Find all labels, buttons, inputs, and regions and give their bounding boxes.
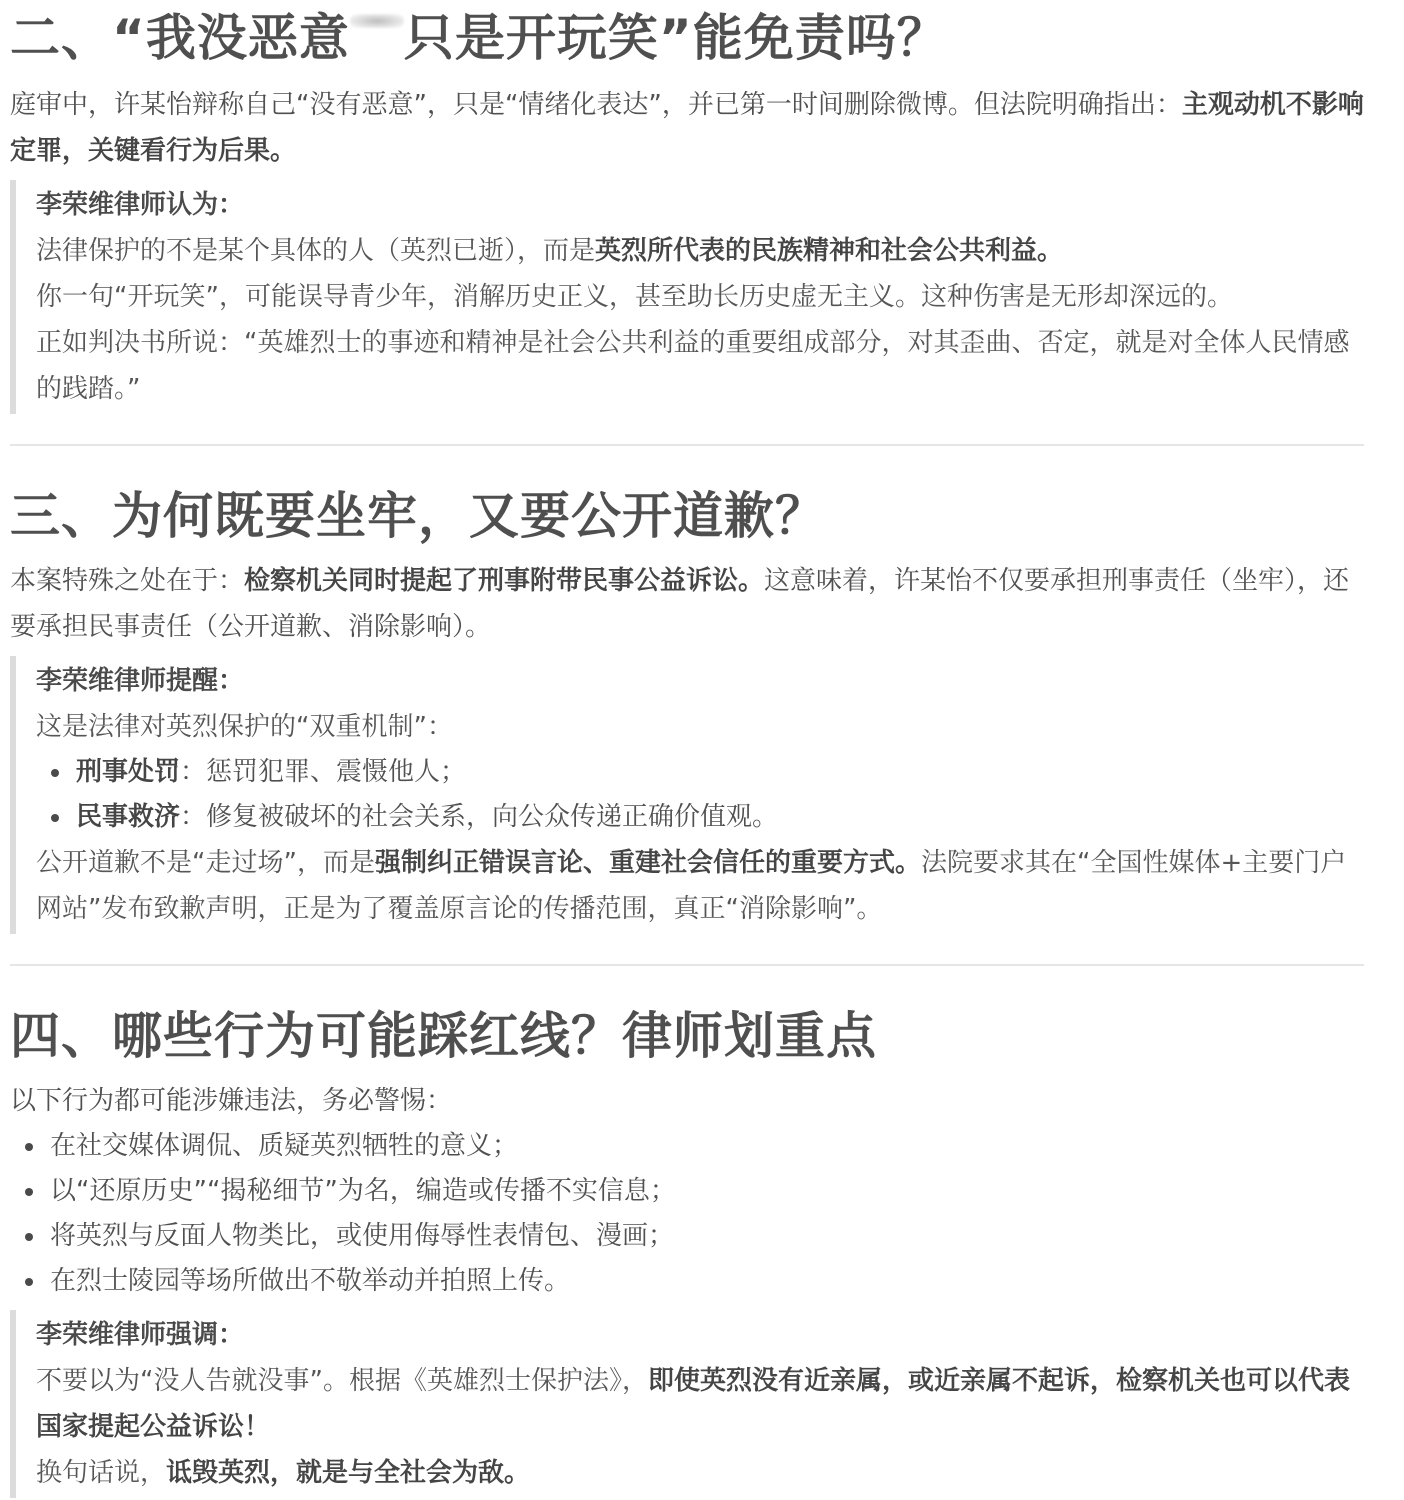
section-heading-4: 四、哪些行为可能踩红线？律师划重点 (10, 1007, 877, 1065)
lawyer-quote-2 (10, 180, 1364, 414)
list-item: 以“还原历史”“揭秘细节”为名，编造或传播不实信息； (10, 1169, 1364, 1214)
quote-line: 这是法律对英烈保护的“双重机制”： (36, 712, 453, 742)
quote-lead: 李荣维律师认为： (36, 190, 245, 220)
quote-lead: 李荣维律师提醒： (36, 666, 245, 696)
red-line-list (10, 1124, 1364, 1304)
lawyer-quote-3 (10, 656, 1364, 934)
section-4-intro: 以下行为都可能涉嫌违法，务必警惕： (10, 1086, 453, 1116)
section-3-intro: 本案特殊之处在于：检察机关同时提起了刑事附带民事公益诉讼。这意味着，许某怡不仅要承担刑事责任（坐牢），还要承担民事责任（公开道歉、消除影响）。 (10, 566, 1350, 642)
divider (10, 964, 1364, 966)
divider (10, 444, 1364, 446)
list-item: 刑事处罚：惩罚犯罪、震慑他人； (36, 750, 1364, 795)
quote-line: 换句话说，诋毁英烈，就是与全社会为敌。 (36, 1458, 531, 1488)
lawyer-quote-4 (10, 1310, 1364, 1498)
list-item: 在社交媒体调侃、质疑英烈牺牲的意义； (10, 1124, 1364, 1169)
list-item: 将英烈与反面人物类比，或使用侮辱性表情包、漫画； (10, 1214, 1364, 1259)
quote-lead: 李荣维律师强调： (36, 1320, 245, 1350)
quote-line: 正如判决书所说：“英雄烈士的事迹和精神是社会公共利益的重要组成部分，对其歪曲、否定，就是对全体人民情感的践踏。” (36, 328, 1350, 404)
list-item: 在烈士陵园等场所做出不敬举动并拍照上传。 (10, 1259, 1364, 1304)
section-2-intro: 庭审中，许某怡辩称自己“没有恶意”，只是“情绪化表达”，并已第一时间删除微博。但法院明确指出：主观动机不影响定罪，关键看行为后果。 (10, 90, 1364, 166)
section-heading-2: 二、“我没恶意 只是开玩笑”能免责吗？ (10, 9, 948, 67)
blurred-text (350, 14, 404, 28)
quote-line: 你一句“开玩笑”，可能误导青少年，消解历史正义，甚至助长历史虚无主义。这种伤害是无形却深远的。 (36, 282, 1233, 312)
quote-line: 不要以为“没人告就没事”。根据《英雄烈士保护法》，即使英烈没有近亲属，或近亲属不起诉，检察机关也可以代表国家提起公益诉讼！ (36, 1366, 1350, 1442)
quote-line: 公开道歉不是“走过场”，而是强制纠正错误言论、重建社会信任的重要方式。法院要求其在“全国性媒体+主要门户网站”发布致歉声明，正是为了覆盖原言论的传播范围，真正“消除影响”。 (36, 848, 1347, 924)
section-heading-3: 三、为何既要坐牢，又要公开道歉？ (10, 487, 826, 545)
quote-line: 法律保护的不是某个具体的人（英烈已逝），而是英烈所代表的民族精神和社会公共利益。 (36, 236, 1064, 266)
dual-mechanism-list (36, 750, 1364, 840)
list-item: 民事救济：修复被破坏的社会关系，向公众传递正确价值观。 (36, 795, 1364, 840)
article-body (0, 2, 1364, 1498)
